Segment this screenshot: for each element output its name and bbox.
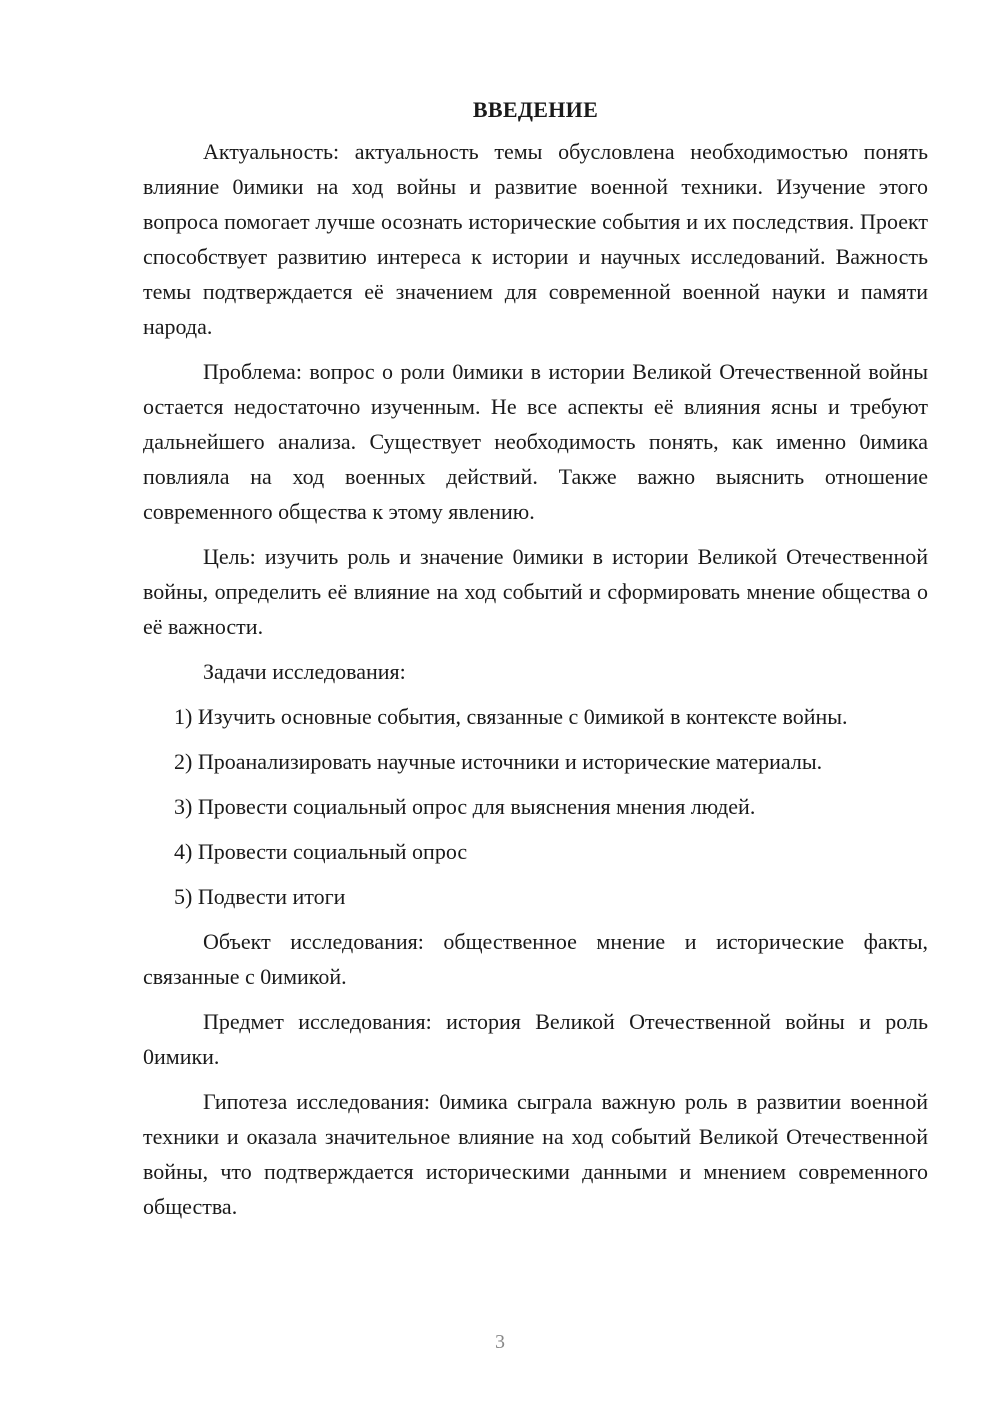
page-title: ВВЕДЕНИЕ	[472, 97, 599, 122]
page-content	[143, 92, 928, 1234]
tasks-heading: Задачи исследования:	[203, 659, 406, 684]
paragraph-hypothesis: Гипотеза исследования: 0имика сыграла важную роль в развитии военной техники и оказала значительное влияние на ход событий Великой Отечественной войны, что подтверждается историческими данными и мнением современного общества.	[143, 1089, 928, 1219]
task-item-3: 3) Провести социальный опрос для выяснения мнения людей.	[174, 794, 756, 819]
paragraph-problem: Проблема: вопрос о роли 0имики в истории Великой Отечественной войны остается недостаточно изученным. Не все аспекты её влияния ясны и требуют дальнейшего анализа. Существует необходимость понять, как именно 0имика повлияла на ход военных действий. Также важно выяснить отношение современного общества к этому явлению.	[143, 359, 928, 524]
task-item-4: 4) Провести социальный опрос	[174, 839, 468, 864]
paragraph-object: Объект исследования: общественное мнение и исторические факты, связанные с 0имикой.	[143, 929, 928, 989]
paragraph-relevance: Актуальность: актуальность темы обусловлена необходимостью понять влияние 0имики на ход войны и развитие военной техники. Изучение этого вопроса помогает лучше осознать исторические события и их последствия. Проект способствует развитию интереса к истории и научных исследований. Важность темы подтверждается её значением для современной военной науки и памяти народа.	[143, 139, 928, 339]
task-item-2: 2) Проанализировать научные источники и исторические материалы.	[174, 749, 823, 774]
task-item-5: 5) Подвести итоги	[174, 884, 346, 909]
task-item-1: 1) Изучить основные события, связанные с 0имикой в контексте войны.	[174, 704, 848, 729]
paragraph-goal: Цель: изучить роль и значение 0имики в истории Великой Отечественной войны, определить её влияние на ход событий и сформировать мнение общества о её важности.	[143, 544, 928, 639]
page-number: 3	[495, 1331, 505, 1353]
paragraph-subject: Предмет исследования: история Великой Отечественной войны и роль 0имики.	[143, 1009, 928, 1069]
